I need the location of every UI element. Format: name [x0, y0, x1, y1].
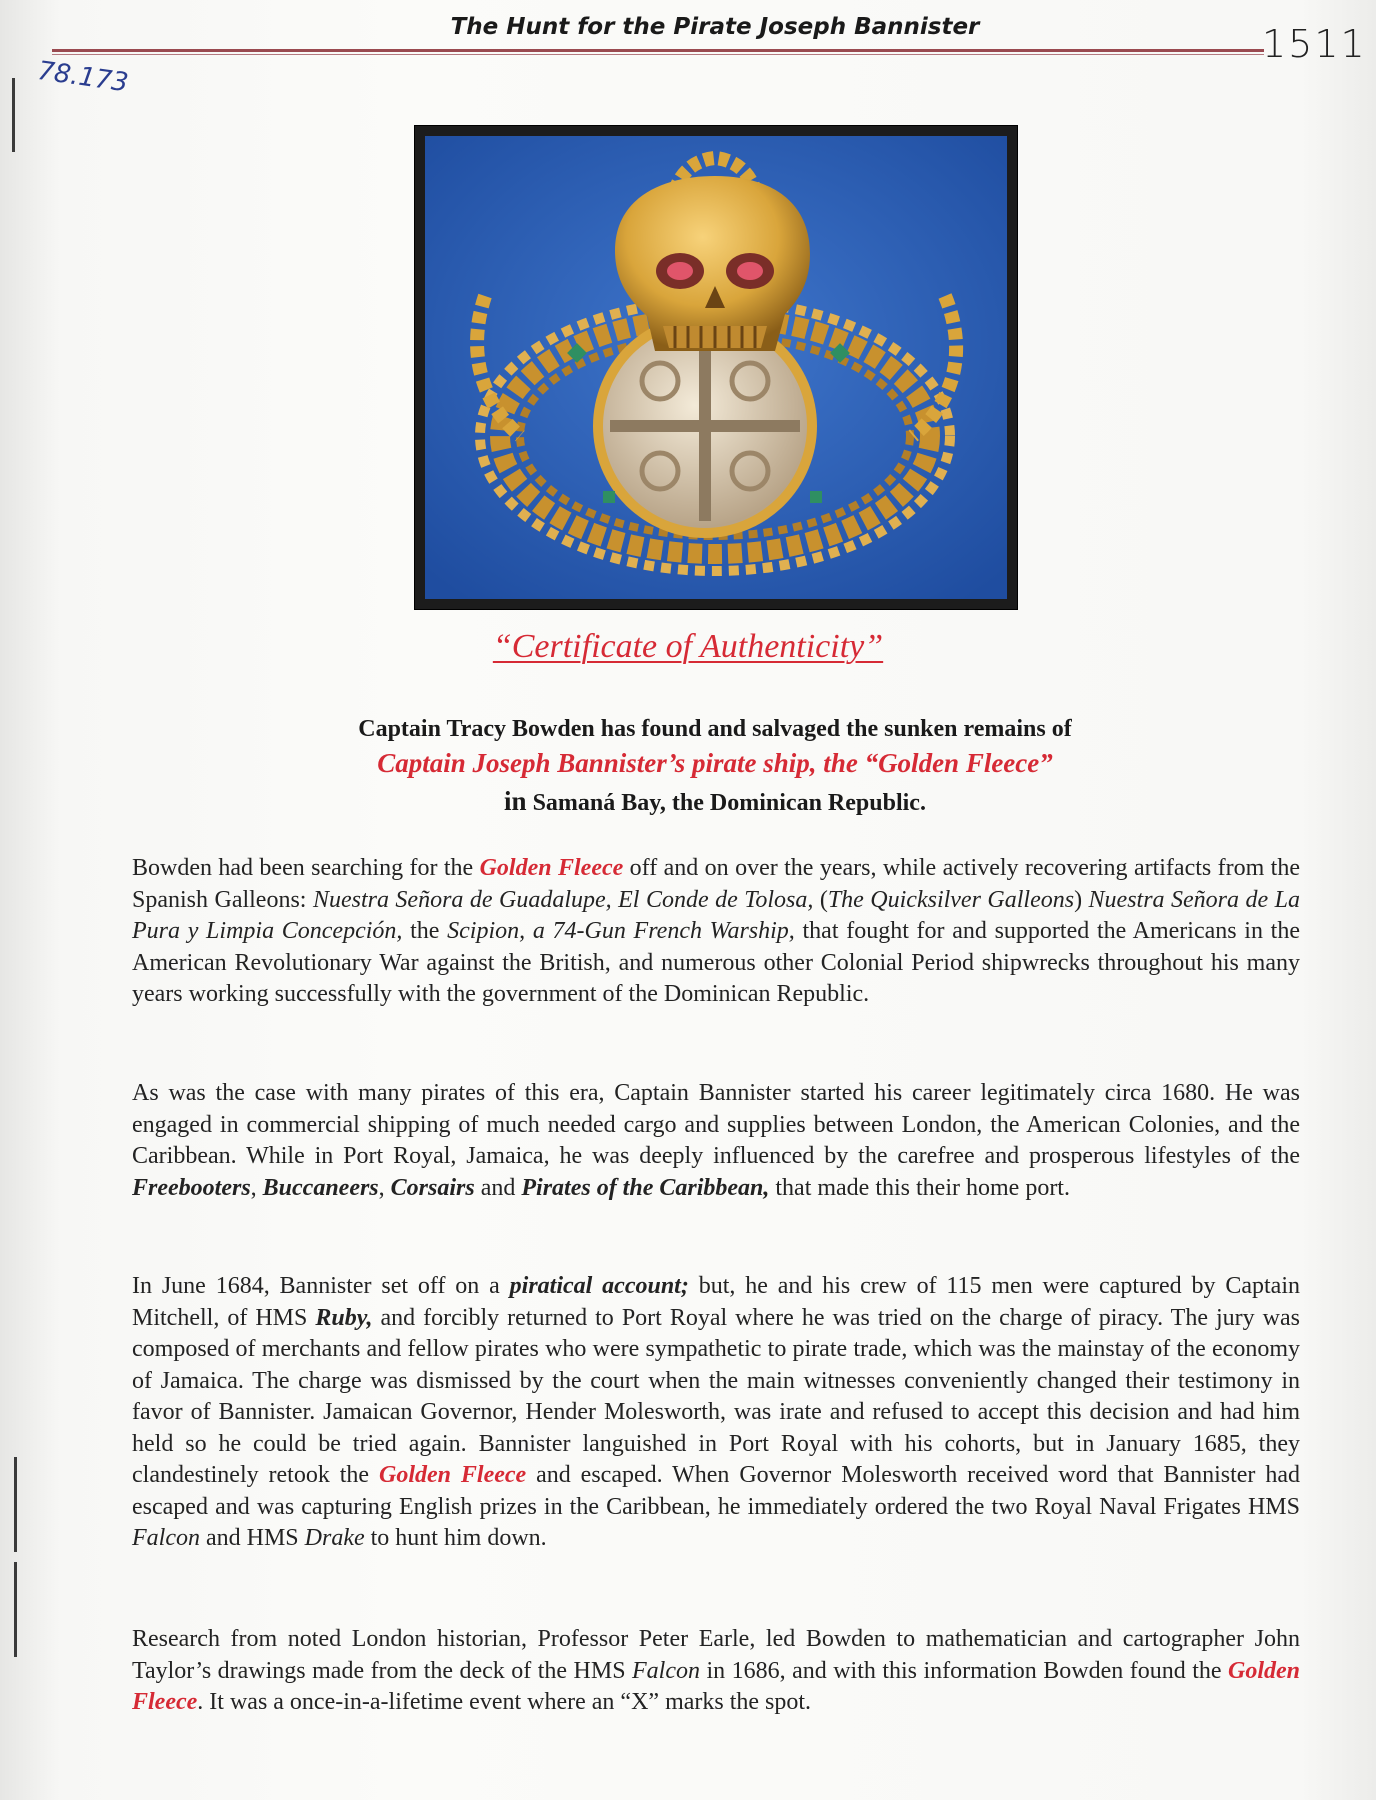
- skull-pendant-photo: [414, 125, 1018, 610]
- paragraph-3: In June 1684, Bannister set off on a piratical account; but, he and his crew of 115 men were captured by Captain Mitchell, of HMS Ruby, and forcibly returned to Port Royal where he was tried on the charge of piracy. The jury was composed of merchants and fellow pirates who were sympathetic to pirate trade, which was the mainstay of the economy of Jamaica. The charge was dismissed by the court when the main witnesses conveniently changed their testimony in favor of Bannister. Jamaican Governor, Hender Molesworth, was irate and refused to accept this decision and had him held so he could be tried again. Bannister languished in Port Royal with his cohorts, but in January 1685, they clandestinely retook the Golden Fleece and escaped. When Governor Molesworth received word that Bannister had escaped and was capturing English prizes in the Caribbean, he immediately ordered the two Royal Naval Frigates HMS Falcon and HMS Drake to hunt him down.: [132, 1273, 1301, 1551]
- header-title: The Hunt for the Pirate Joseph Bannister: [450, 14, 980, 40]
- header-rule-thin: [52, 54, 1264, 55]
- page-number: 1511: [1262, 22, 1367, 66]
- intro-line-1: Captain Tracy Bowden has found and salvaged the sunken remains of: [358, 716, 1072, 742]
- paragraph-2: As was the case with many pirates of this era, Captain Bannister started his career legitimately circa 1680. He was engaged in commercial shipping of much needed cargo and supplies between London, the American Colonies, and the Caribbean. While in Port Royal, Jamaica, he was deeply influenced by the carefree and prosperous lifestyles of the Freebooters, Buccaneers, Corsairs and Pirates of the Caribbean, that made this their home port.: [132, 1080, 1300, 1201]
- paragraph-1: Bowden had been searching for the Golden Fleece off and on over the years, while actively recovering artifacts from the Spanish Galleons: Nuestra Señora de Guadalupe, El Conde de Tolosa, (The Quicksilver Galleons) Nuestra Señora de La Pura y Limpia Concepción, the Scipion, a 74-Gun French Warship, that fought for and supported the Americans in the American Revolutionary War against the British, and numerous other Colonial Period shipwrecks throughout his many years working successfully with the government of the Dominican Republic.: [132, 855, 1300, 1007]
- skull-pendant-icon: [425, 136, 1007, 599]
- certificate-title: “Certificate of Authenticity”: [492, 628, 884, 665]
- intro-line-2: Captain Joseph Bannister’s pirate ship, the “Golden Fleece”: [377, 748, 1053, 778]
- paragraph-4: Research from noted London historian, Professor Peter Earle, led Bowden to mathematician and cartographer John Taylor’s drawings made from the deck of the HMS Falcon in 1686, and with this information Bowden found the Golden Fleece. It was a once-in-a-lifetime event where an “X” marks the spot.: [132, 1626, 1300, 1715]
- binding-mark: [12, 78, 15, 152]
- binding-mark: [14, 1457, 17, 1552]
- intro-line-3: in Samaná Bay, the Dominican Republic.: [504, 786, 926, 816]
- header-rule: [52, 49, 1264, 52]
- catalog-number: 78.173: [35, 56, 131, 99]
- binding-mark: [14, 1562, 17, 1657]
